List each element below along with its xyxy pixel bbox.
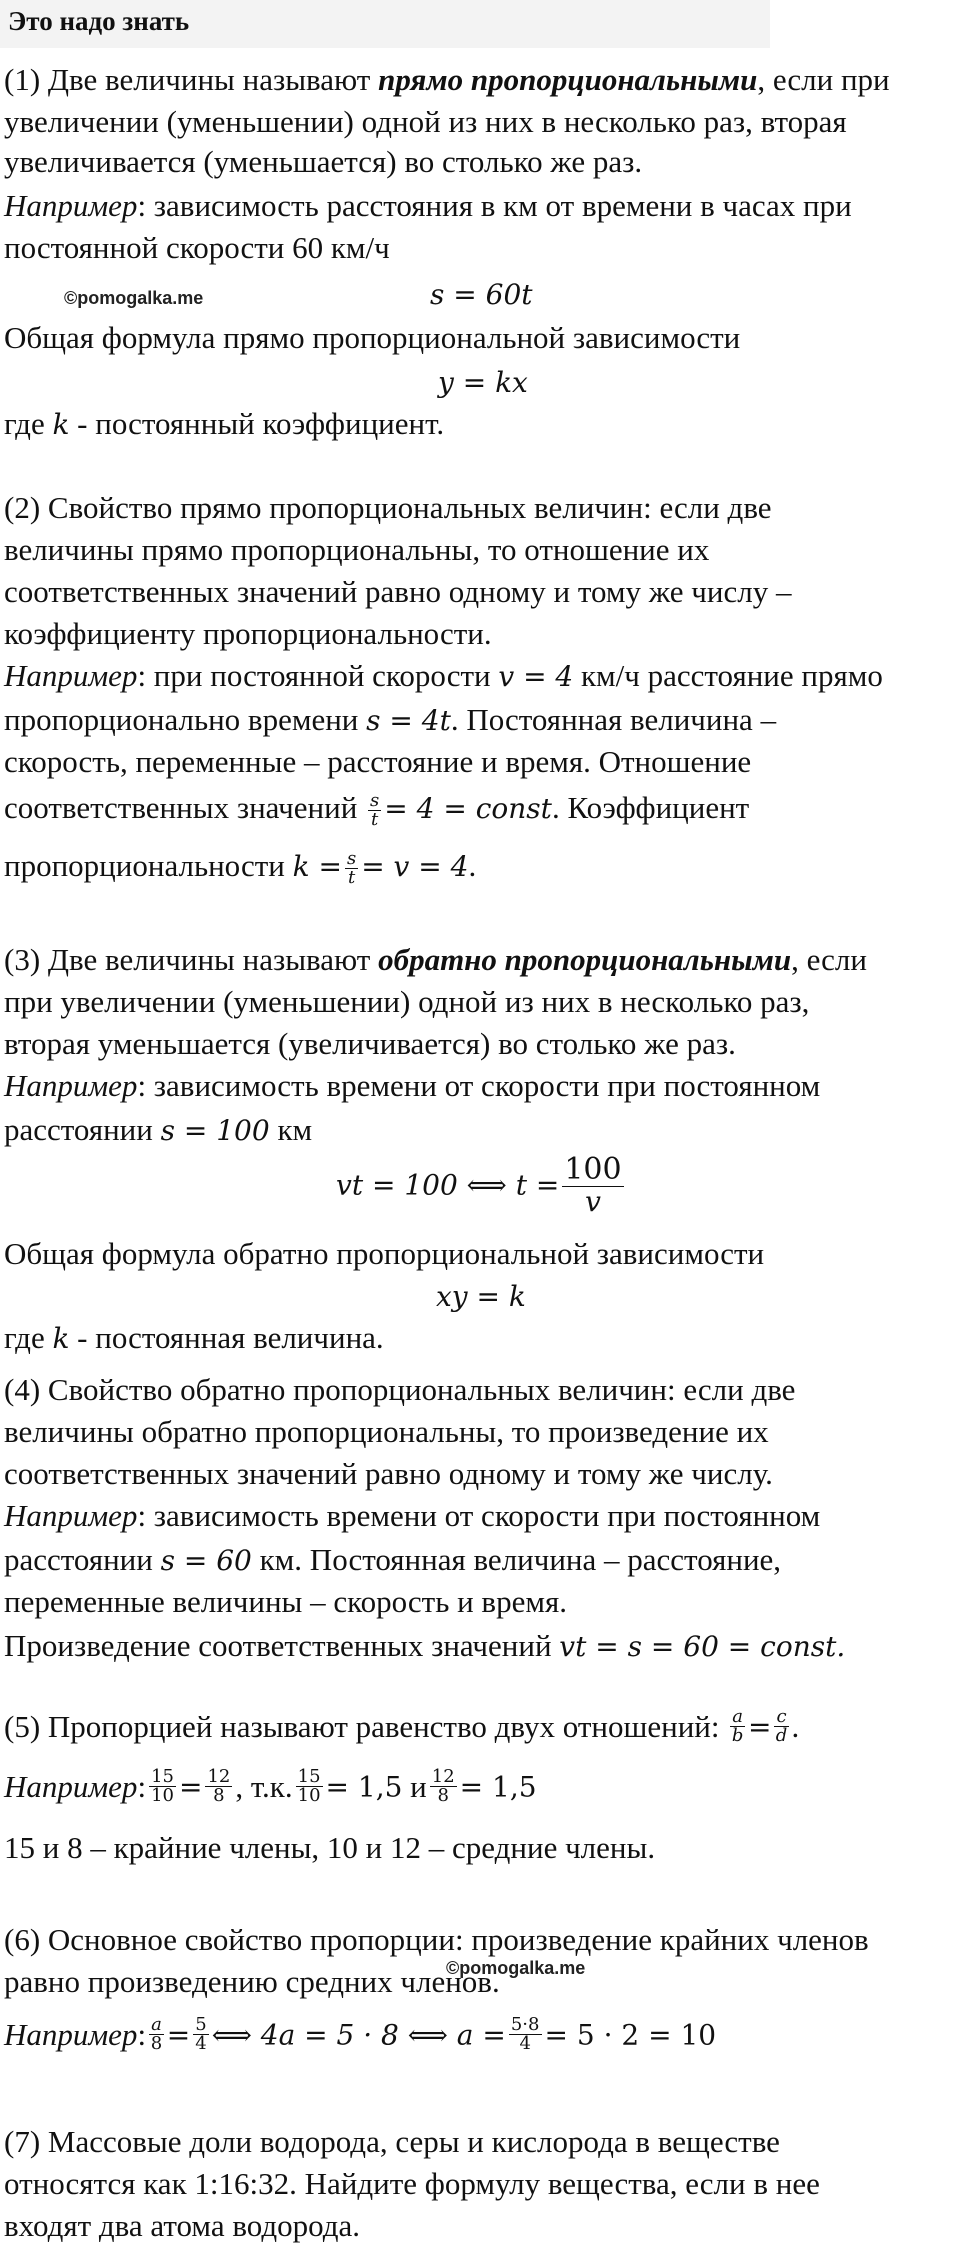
var-k: k [52, 408, 70, 441]
s1-line-3: увеличивается (уменьшается) во столько же раз. [4, 144, 643, 179]
s3-line-3: вторая уменьшается (увеличивается) во столько же раз. [4, 1026, 736, 1061]
watermark: ©pomogalka.me [64, 288, 204, 308]
numerator: c [776, 1705, 787, 1727]
formula-s-60t [430, 274, 533, 315]
text: (1) Две величины называют [4, 62, 379, 97]
text: : [137, 2016, 147, 2052]
text: . Постоянная величина – [450, 702, 777, 737]
fraction-58-4 [509, 2013, 542, 2055]
numerator: 12 [431, 1765, 455, 1787]
s4-line-4 [4, 1496, 820, 1536]
denominator: 8 [213, 1785, 225, 1807]
section-header [0, 0, 770, 48]
s7-line-1: (7) Массовые доли водорода, серы и кислорода в веществе [4, 2124, 780, 2159]
s5-line-1 [4, 1706, 799, 1746]
s3-line-7 [4, 1318, 384, 1359]
text: (5) Пропорцией называют равенство двух отношений: [4, 1708, 728, 1744]
s2-line-8 [4, 788, 749, 830]
text: Произведение соответственных значений [4, 1628, 560, 1663]
formula: vt = s = 60 = const. [559, 1630, 846, 1663]
denominator: 8 [150, 2033, 163, 2055]
text: (3) Две величины называют [4, 942, 379, 977]
s4-line-7 [4, 1626, 845, 1667]
formula-vt-100 [336, 1154, 627, 1216]
result: = 1,5 [459, 1770, 537, 1804]
text: - постоянная величина. [69, 1320, 384, 1355]
formula: s = 60t [430, 278, 533, 311]
text: и [402, 1768, 427, 1804]
s7-line-2: относятся как 1:16:32. Найдите формулу вещества, если в нее [4, 2166, 820, 2201]
s2-line-4: коэффициенту пропорциональности. [4, 616, 492, 651]
numerator: s [346, 847, 357, 869]
denominator: 10 [151, 1785, 174, 1807]
s4-line-6: переменные величины – скорость и время. [4, 1584, 567, 1619]
equals: = [747, 1710, 772, 1744]
fraction-c-d [774, 1705, 788, 1747]
formula: v = 4 [498, 660, 574, 693]
fraction-12-8 [205, 1765, 232, 1807]
s4-line-1: (4) Свойство обратно пропорциональных величин: если две [4, 1372, 796, 1407]
text: соответственных значений [4, 790, 366, 825]
denominator: t [371, 809, 379, 831]
text: км. Постоянная величина – расстояние, [251, 1542, 782, 1577]
s2-line-9 [4, 846, 476, 888]
denominator: d [775, 1725, 788, 1747]
s1-line-4 [4, 186, 852, 226]
s3-line-5 [4, 1110, 312, 1151]
example-label: Например [4, 1068, 138, 1103]
s1-line-2: увеличении (уменьшении) одной из них в несколько раз, вторая [4, 104, 847, 139]
formula: s = 100 [160, 1114, 270, 1147]
result: = 1,5 [325, 1770, 403, 1804]
s4-line-5 [4, 1540, 781, 1581]
formula: = 4 = const [384, 792, 552, 825]
formula: = 5 · 2 = 10 [544, 2018, 717, 2052]
s6-line-1: (6) Основное свойство пропорции: произведение крайних членов [4, 1922, 869, 1957]
fraction-12-8 [430, 1765, 457, 1807]
formula: s = 4t [366, 704, 451, 737]
text: . [468, 848, 477, 883]
s6-line-3 [4, 2014, 716, 2054]
fraction-100-v [562, 1154, 623, 1216]
example-label: Например [4, 1768, 138, 1804]
header-title: Это надо знать [8, 6, 190, 36]
text: - постоянный коэффициент. [69, 406, 445, 441]
var-k: k [52, 1322, 70, 1355]
text: км/ч расстояние прямо [573, 658, 883, 693]
formula: ⟺ 4a = 5 · 8 ⟺ a = [211, 2018, 506, 2052]
fraction-s-t [345, 847, 358, 889]
equals: = [178, 1770, 203, 1804]
s3-line-4 [4, 1066, 820, 1106]
s7-line-3: входят два атома водорода. [4, 2208, 361, 2243]
numerator: s [370, 789, 380, 811]
numerator: 100 [564, 1152, 622, 1187]
formula: s = 60 [160, 1544, 252, 1577]
text: расстоянии [4, 1112, 161, 1147]
s1-line-6: Общая формула прямо пропорциональной зависимости [4, 320, 741, 355]
numerator: 15 [151, 1765, 174, 1787]
text: : зависимость времени от скорости при постоянном [137, 1068, 821, 1103]
numerator: a [732, 1705, 743, 1727]
denominator: 4 [519, 2033, 531, 2055]
fraction-a-b [730, 1705, 745, 1747]
text: где [4, 1320, 53, 1355]
text: : зависимость расстояния в км от времени в часах при [137, 188, 852, 223]
s3-line-2: при увеличении (уменьшении) одной из них в несколько раз, [4, 984, 810, 1019]
text: : при постоянной скорости [137, 658, 499, 693]
example-label: Например [4, 1498, 138, 1533]
equals: = [166, 2018, 191, 2052]
text: , если при [757, 62, 890, 97]
s2-line-7: скорость, переменные – расстояние и время. Отношение [4, 744, 752, 779]
s1-line-1 [4, 60, 890, 100]
s5-line-2 [4, 1766, 537, 1806]
s3-line-1 [4, 940, 867, 980]
formula: y = kx [438, 366, 528, 399]
fraction-a-8 [149, 2013, 164, 2055]
term-inverse: обратно пропорциональными [378, 942, 792, 977]
numerator: 5 [195, 2013, 207, 2035]
formula-xy-k [436, 1276, 526, 1317]
s2-line-5 [4, 656, 883, 697]
s2-line-6 [4, 700, 776, 741]
s2-line-2: величины прямо пропорциональны, то отношение их [4, 532, 710, 567]
denominator: v [585, 1184, 601, 1218]
text: . [791, 1708, 800, 1744]
s4-line-2: величины обратно пропорциональны, то произведение их [4, 1414, 769, 1449]
s2-line-1: (2) Свойство прямо пропорциональных величин: если две [4, 490, 772, 525]
formula: vt = 100 ⟺ t = [336, 1168, 560, 1202]
numerator: a [151, 2013, 162, 2035]
text: : зависимость времени от скорости при постоянном [137, 1498, 821, 1533]
text: км [269, 1112, 313, 1147]
text: . Коэффициент [551, 790, 750, 825]
numerator: 15 [297, 1765, 321, 1787]
numerator: 5·8 [510, 2013, 540, 2035]
text: расстоянии [4, 1542, 161, 1577]
s3-line-6: Общая формула обратно пропорциональной зависимости [4, 1236, 765, 1271]
s6-line-2: равно произведению средних членов. [4, 1964, 500, 1999]
example-label: Например [4, 2016, 138, 2052]
text: где [4, 406, 53, 441]
s5-line-3: 15 и 8 – крайние члены, 10 и 12 – средние члены. [4, 1830, 656, 1865]
text: , т.к. [235, 1768, 293, 1804]
s1-line-5: постоянной скорости 60 км/ч [4, 230, 390, 265]
fraction-15-10 [149, 1765, 176, 1807]
formula: = v = 4 [361, 850, 469, 883]
s4-line-3: соответственных значений равно одному и тому же числу. [4, 1456, 773, 1491]
formula-y-kx [438, 362, 528, 403]
denominator: 4 [195, 2033, 207, 2055]
example-label: Например [4, 658, 138, 693]
example-label: Например [4, 188, 138, 223]
denominator: b [731, 1725, 744, 1747]
text: пропорциональности [4, 848, 293, 883]
formula: xy = k [436, 1280, 526, 1313]
term-direct: прямо пропорциональными [378, 62, 758, 97]
text: : [137, 1768, 147, 1804]
fraction-15-10 [296, 1765, 323, 1807]
numerator: 12 [207, 1765, 231, 1787]
denominator: 8 [437, 1785, 449, 1807]
denominator: t [347, 867, 356, 889]
fraction-s-t [368, 789, 381, 831]
watermark: ©pomogalka.me [446, 1958, 586, 1978]
fraction-5-4 [193, 2013, 208, 2055]
s2-line-3: соответственных значений равно одному и тому же числу – [4, 574, 792, 609]
text: , если [791, 942, 867, 977]
s1-line-7 [4, 404, 444, 445]
formula: k = [292, 850, 342, 883]
text: пропорционально времени [4, 702, 367, 737]
denominator: 10 [297, 1785, 321, 1807]
